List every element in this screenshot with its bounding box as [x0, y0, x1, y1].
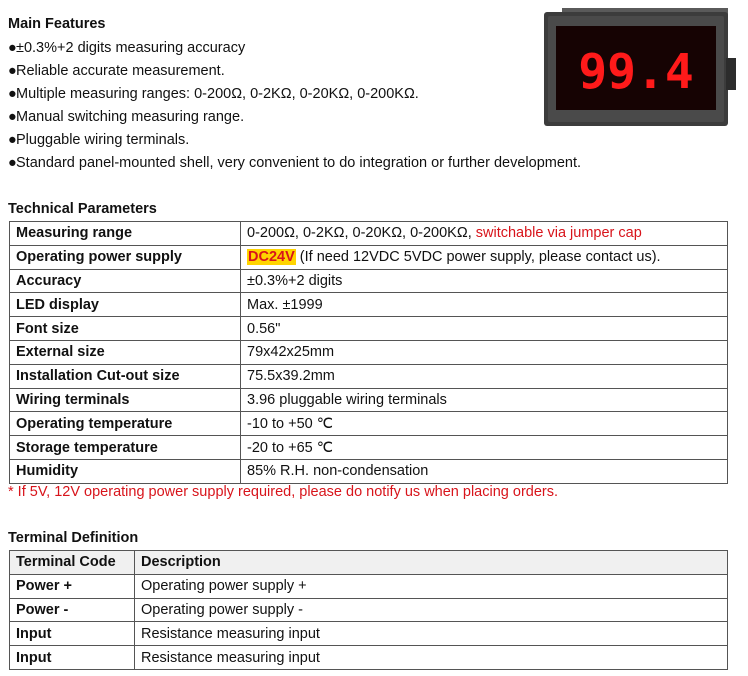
table-row: Power + Operating power supply + [10, 574, 728, 598]
bullet-icon: ● [8, 40, 17, 56]
table-row: Operating temperature -10 to +50 ℃ [10, 412, 728, 436]
table-row: LED display Max. ±1999 [10, 293, 728, 317]
bullet-icon: ● [8, 109, 17, 125]
table-row: Font size 0.56" [10, 317, 728, 341]
feature-list [8, 37, 581, 175]
table-row: Installation Cut-out size 75.5x39.2mm [10, 364, 728, 388]
table-row: Power - Operating power supply - [10, 598, 728, 622]
feature-item: ●Multiple measuring ranges: 0-200Ω, 0-2KΩ, 0-20KΩ, 0-200KΩ. [8, 83, 581, 106]
bullet-icon: ● [8, 155, 17, 171]
panel-meter-image [540, 8, 740, 130]
feature-item: ●±0.3%+2 digits measuring accuracy [8, 37, 581, 60]
table-row: Wiring terminals 3.96 pluggable wiring terminals [10, 388, 728, 412]
table-row: Measuring range 0-200Ω, 0-2KΩ, 0-20KΩ, 0-200KΩ, switchable via jumper cap [10, 222, 728, 246]
bullet-icon: ● [8, 132, 17, 148]
main-features-title: Main Features [8, 16, 106, 32]
table-row: External size 79x42x25mm [10, 340, 728, 364]
terminal-definition-table [9, 550, 728, 670]
table-row: Operating power supply DC24V (If need 12VDC 5VDC power supply, please contact us). [10, 245, 728, 269]
table-row: Storage temperature -20 to +65 ℃ [10, 436, 728, 460]
power-supply-note: * If 5V, 12V operating power supply required, please do notify us when placing orders. [8, 484, 559, 500]
feature-item: ●Reliable accurate measurement. [8, 60, 581, 83]
table-row: Input Resistance measuring input [10, 622, 728, 646]
table-row: Input Resistance measuring input [10, 646, 728, 670]
feature-item: ●Pluggable wiring terminals. [8, 129, 581, 152]
table-row: Humidity 85% R.H. non-condensation [10, 459, 728, 483]
feature-item: ●Standard panel-mounted shell, very convenient to do integration or further development. [8, 152, 581, 175]
terminal-definition-title: Terminal Definition [8, 530, 139, 546]
table-header-row: Terminal Code Description [10, 551, 728, 575]
table-row: Accuracy ±0.3%+2 digits [10, 269, 728, 293]
meter-reading: 99.4 [578, 44, 694, 100]
bullet-icon: ● [8, 63, 17, 79]
bullet-icon: ● [8, 86, 17, 102]
voltage-highlight: DC24V [248, 249, 295, 266]
feature-item: ●Manual switching measuring range. [8, 106, 581, 129]
technical-parameters-title: Technical Parameters [8, 201, 157, 217]
technical-parameters-table [9, 221, 728, 484]
